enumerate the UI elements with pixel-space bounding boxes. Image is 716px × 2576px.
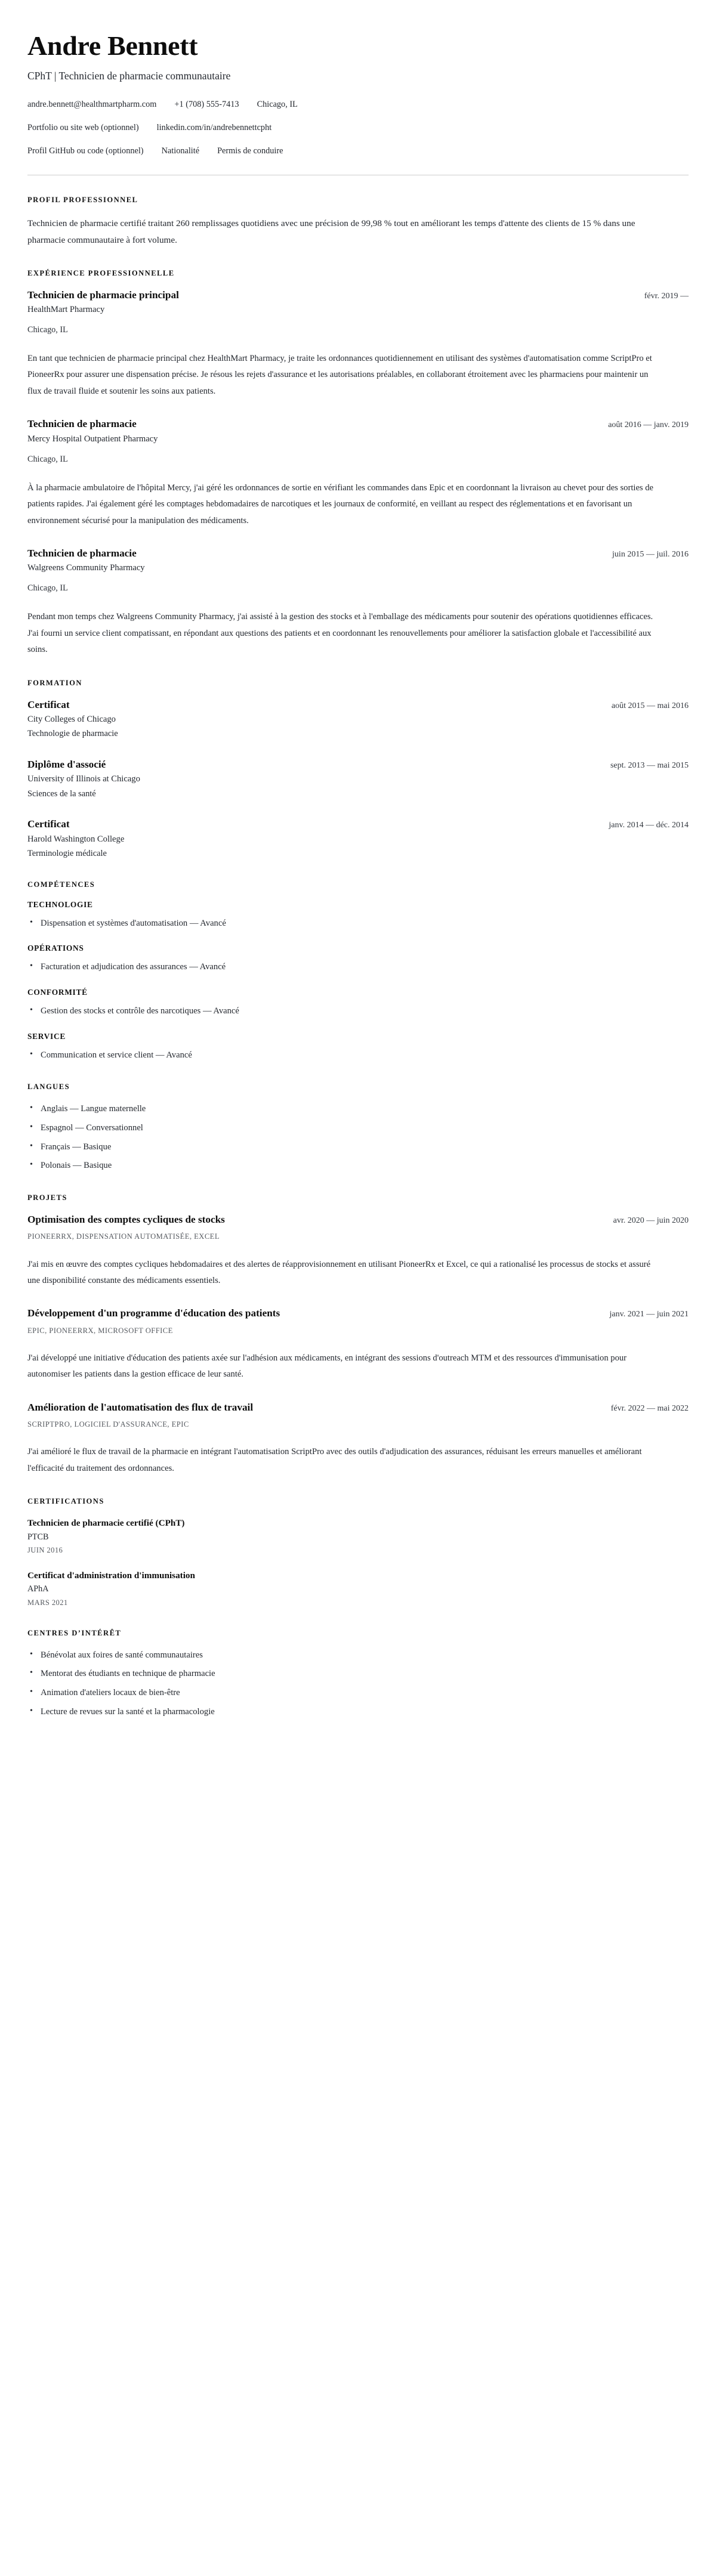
section-skills bbox=[27, 880, 689, 1063]
skill-list bbox=[27, 960, 689, 975]
section-languages bbox=[27, 1083, 689, 1173]
phone-text[interactable]: +1 (708) 555-7413 bbox=[174, 100, 239, 110]
degree-date-range: août 2015 — mai 2016 bbox=[611, 701, 689, 710]
experience-entry-head bbox=[27, 547, 689, 560]
experience-entry bbox=[27, 418, 689, 529]
education-entry bbox=[27, 758, 689, 800]
job-location: Chicago, IL bbox=[27, 454, 68, 464]
profile-summary-text: Technicien de pharmacie certifié traitant 260 remplissages quotidiens avec une précision de 99,98 % tout en améliorant les temps d'attente des clients de 15 % dans une pharmacie communautaire à fort volume. bbox=[27, 218, 635, 245]
job-description: En tant que technicien de pharmacie principal chez HealthMart Pharmacy, je traite les ordonnances quotidiennement en utilisant des systèmes d'automatisation comme ScriptPro et PioneerRx pour assurer une dispensation précise. Je résous les rejets d'assurance et les autorisations préalables, en collaborant étroitement avec les pharmaciens pour maintenir un flux de travail fluide et soutenir les soins aux patients. bbox=[27, 354, 652, 396]
education-entry-head bbox=[27, 698, 689, 712]
degree-date-range: sept. 2013 — mai 2015 bbox=[610, 761, 689, 771]
contact-row-secondary bbox=[27, 145, 689, 157]
project-entry-head bbox=[27, 1213, 689, 1226]
degree-title: Diplôme d'associé bbox=[27, 759, 106, 771]
experience-entry bbox=[27, 547, 689, 658]
section-title-education: FORMATION bbox=[27, 678, 82, 687]
contact-row-links bbox=[27, 122, 689, 134]
project-date-range: avr. 2020 — juin 2020 bbox=[613, 1216, 689, 1225]
experience-entry-head bbox=[27, 289, 689, 302]
project-tech-stack: PIONEERRX, DISPENSATION AUTOMATISÉE, EXCEL bbox=[27, 1232, 220, 1241]
section-experience bbox=[27, 269, 689, 658]
skill-list bbox=[27, 917, 689, 931]
list-item: • Français — Basique bbox=[27, 1140, 689, 1155]
job-description: À la pharmacie ambulatoire de l'hôpital Mercy, j'ai géré les ordonnances de sortie en vérifiant les commandes dans Epic et en coordonnant la livraison au chevet pour des sorties de patients rapides. J'ai également géré les comptages hebdomadaires de narcotiques et les journaux de conformité, en veillant au respect des réglementations et en favorisant un environnement sécurisé pour la manipulation des médicaments. bbox=[27, 483, 654, 525]
project-entry-head bbox=[27, 1307, 689, 1320]
project-date-range: janv. 2021 — juin 2021 bbox=[609, 1310, 689, 1319]
list-item: • Gestion des stocks et contrôle des narcotiques — Avancé bbox=[27, 1004, 689, 1019]
job-date-range: juin 2015 — juil. 2016 bbox=[612, 549, 689, 559]
job-title: Technicien de pharmacie principal bbox=[27, 289, 179, 301]
section-projects bbox=[27, 1193, 689, 1477]
section-title-certifications: CERTIFICATIONS bbox=[27, 1497, 104, 1506]
education-entry bbox=[27, 818, 689, 859]
project-entry bbox=[27, 1401, 689, 1477]
job-date-range: févr. 2019 — bbox=[644, 291, 689, 301]
list-item: • Bénévolat aux foires de santé communautaires bbox=[27, 1649, 689, 1663]
languages-list bbox=[27, 1102, 689, 1173]
job-location: Chicago, IL bbox=[27, 325, 68, 335]
certification-date: MARS 2021 bbox=[27, 1598, 68, 1607]
skill-list bbox=[27, 1004, 689, 1019]
school-name: University of Illinois at Chicago bbox=[27, 774, 140, 784]
skill-group-operations bbox=[27, 944, 689, 975]
field-of-study: Sciences de la santé bbox=[27, 788, 96, 799]
certification-name: Certificat d'administration d'immunisation bbox=[27, 1570, 195, 1581]
linkedin-link[interactable]: linkedin.com/in/andrebennettcpht bbox=[156, 123, 272, 133]
project-title: Amélioration de l'automatisation des flux de travail bbox=[27, 1401, 254, 1413]
degree-title: Certificat bbox=[27, 818, 70, 830]
skill-category-label: TECHNOLOGIE bbox=[27, 899, 93, 909]
project-entry bbox=[27, 1307, 689, 1383]
list-item: • Mentorat des étudiants en technique de pharmacie bbox=[27, 1667, 689, 1681]
experience-entry-head bbox=[27, 418, 689, 431]
certification-issuer: APhA bbox=[27, 1584, 49, 1594]
portfolio-link[interactable]: Portfolio ou site web (optionnel) bbox=[27, 123, 139, 133]
email-text[interactable]: andre.bennett@healthmartpharm.com bbox=[27, 100, 157, 110]
certification-entry bbox=[27, 1517, 689, 1556]
field-of-study: Technologie de pharmacie bbox=[27, 729, 118, 739]
section-title-languages: LANGUES bbox=[27, 1083, 70, 1091]
project-tech-stack: EPIC, PIONEERRX, MICROSOFT OFFICE bbox=[27, 1326, 173, 1335]
section-title-projects: PROJETS bbox=[27, 1193, 67, 1202]
list-item: • Espagnol — Conversationnel bbox=[27, 1121, 689, 1136]
school-name: Harold Washington College bbox=[27, 834, 125, 844]
list-item: • Animation d'ateliers locaux de bien-être bbox=[27, 1686, 689, 1700]
section-title-experience: EXPÉRIENCE PROFESSIONNELLE bbox=[27, 268, 175, 277]
list-item: • Polonais — Basique bbox=[27, 1159, 689, 1173]
section-title-interests: CENTRES D’INTÉRÊT bbox=[27, 1628, 122, 1637]
skill-list bbox=[27, 1049, 689, 1063]
skill-group-service bbox=[27, 1032, 689, 1063]
education-entry bbox=[27, 698, 689, 740]
skill-category-label: SERVICE bbox=[27, 1031, 66, 1041]
project-description: J'ai développé une initiative d'éducation des patients axée sur l'adhésion aux médicaments, en intégrant des sessions d'outreach MTM et des ressources d'immunisation pour autonomiser les patients dans la gestion efficace de leur santé. bbox=[27, 1353, 627, 1380]
project-title: Développement d'un programme d'éducation des patients bbox=[27, 1307, 280, 1319]
section-title-skills: COMPÉTENCES bbox=[27, 880, 95, 889]
job-location: Chicago, IL bbox=[27, 583, 68, 593]
skill-category-label: OPÉRATIONS bbox=[27, 944, 84, 953]
project-tech-stack: SCRIPTPRO, LOGICIEL D'ASSURANCE, EPIC bbox=[27, 1420, 189, 1429]
skill-group-conformite bbox=[27, 988, 689, 1019]
certification-entry bbox=[27, 1569, 689, 1609]
driving-licence-text: Permis de conduire bbox=[217, 146, 283, 156]
list-item: • Communication et service client — Avancé bbox=[27, 1049, 689, 1063]
project-entry bbox=[27, 1213, 689, 1289]
degree-date-range: janv. 2014 — déc. 2014 bbox=[609, 821, 689, 830]
section-certifications bbox=[27, 1497, 689, 1609]
certification-name: Technicien de pharmacie certifié (CPhT) bbox=[27, 1518, 185, 1529]
section-title-profile: PROFIL PROFESSIONNEL bbox=[27, 196, 138, 205]
degree-title: Certificat bbox=[27, 698, 70, 710]
job-company: Mercy Hospital Outpatient Pharmacy bbox=[27, 434, 158, 444]
interests-list bbox=[27, 1649, 689, 1720]
project-title: Optimisation des comptes cycliques de stocks bbox=[27, 1213, 225, 1225]
skill-category-label: CONFORMITÉ bbox=[27, 988, 88, 997]
skill-group-technologie bbox=[27, 900, 689, 931]
field-of-study: Terminologie médicale bbox=[27, 848, 107, 858]
section-profile bbox=[27, 196, 689, 248]
section-education bbox=[27, 679, 689, 860]
professional-headline: CPhT | Technicien de pharmacie communautaire bbox=[27, 69, 231, 82]
job-company: HealthMart Pharmacy bbox=[27, 305, 105, 315]
contact-row-primary bbox=[27, 98, 689, 110]
project-description: J'ai amélioré le flux de travail de la pharmacie en intégrant l'automatisation ScriptPro avec des outils d'adjudication des assurances, réduisant les erreurs manuelles et améliorant l'efficacité du traitement des ordonnances. bbox=[27, 1447, 642, 1473]
github-link[interactable]: Profil GitHub ou code (optionnel) bbox=[27, 146, 144, 156]
school-name: City Colleges of Chicago bbox=[27, 714, 116, 724]
section-interests bbox=[27, 1629, 689, 1720]
certification-date: JUIN 2016 bbox=[27, 1546, 63, 1555]
list-item: • Lecture de revues sur la santé et la pharmacologie bbox=[27, 1705, 689, 1720]
list-item: • Anglais — Langue maternelle bbox=[27, 1102, 689, 1117]
job-title: Technicien de pharmacie bbox=[27, 547, 137, 559]
job-description: Pendant mon temps chez Walgreens Community Pharmacy, j'ai assisté à la gestion des stocks et à l'emballage des médicaments pour soutenir des opérations quotidiennes efficaces. J'ai fourni un service client compatissant, en répondant aux questions des patients et en coordonnant les renouvellements pour améliorer la satisfaction globale et l'accessibilité aux soins. bbox=[27, 612, 653, 655]
job-title: Technicien de pharmacie bbox=[27, 418, 137, 430]
job-date-range: août 2016 — janv. 2019 bbox=[608, 420, 689, 430]
experience-entry bbox=[27, 289, 689, 400]
certification-issuer: PTCB bbox=[27, 1532, 49, 1542]
project-entry-head bbox=[27, 1401, 689, 1414]
list-item: • Dispensation et systèmes d'automatisation — Avancé bbox=[27, 917, 689, 931]
project-date-range: févr. 2022 — mai 2022 bbox=[610, 1403, 689, 1413]
education-entry-head bbox=[27, 758, 689, 771]
education-entry-head bbox=[27, 818, 689, 831]
project-description: J'ai mis en œuvre des comptes cycliques hebdomadaires et des alertes de réapprovisionnement en utilisant PioneerRx et Excel, ce qui a rationalisé les processus de stocks et assuré une disponibilité constante des médicaments essentiels. bbox=[27, 1259, 651, 1285]
resume-header bbox=[27, 31, 689, 157]
location-text: Chicago, IL bbox=[257, 100, 298, 110]
nationality-text: Nationalité bbox=[161, 146, 200, 156]
list-item: • Facturation et adjudication des assurances — Avancé bbox=[27, 960, 689, 975]
job-company: Walgreens Community Pharmacy bbox=[27, 563, 145, 573]
page-title: Andre Bennett bbox=[27, 30, 198, 61]
